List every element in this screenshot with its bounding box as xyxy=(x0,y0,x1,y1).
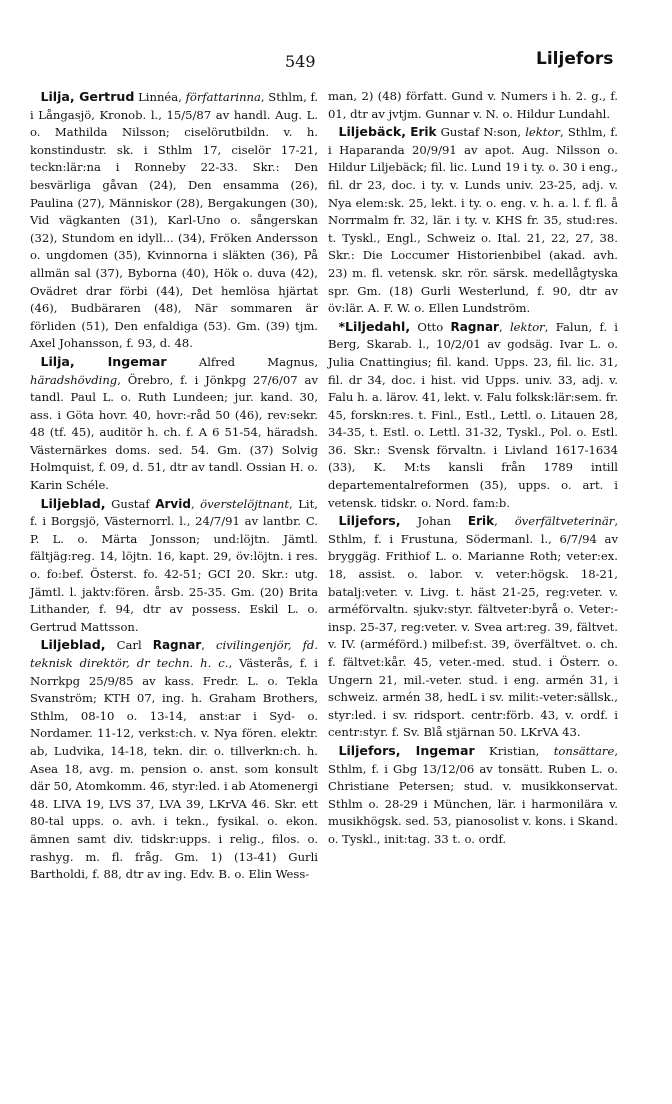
entry-call-name: Erik xyxy=(467,514,495,529)
entry-liljefors-erik xyxy=(328,512,618,742)
entry-given-names: Kristian, xyxy=(474,743,554,758)
entry-occupation: lektor xyxy=(509,319,545,334)
entry-call-name: Ragnar xyxy=(152,638,202,653)
entry-given-after: , xyxy=(190,496,201,511)
entry-call-name: Ragnar xyxy=(450,319,499,334)
entry-headword: Lilja, Ingemar xyxy=(40,353,167,369)
entry-given-after: , xyxy=(494,514,515,529)
entry-given-after: Gustaf N:son, xyxy=(436,125,526,140)
entry-given-names: Alfred Magnus, xyxy=(166,354,319,369)
entry-headword: Liljeblad, xyxy=(40,637,106,653)
entry-occupation: civilingenjör, fd. teknisk direktör, dr techn. h. c. xyxy=(30,638,319,670)
entry-continuation: man, 2) (48) författ. Gund v. Numers i h. 2. g., f. 01, dtr av jvtjm. Gunnar v. N. o. Hildur Lundahl. xyxy=(328,89,618,121)
entry-headword: Liljefors, xyxy=(338,513,401,529)
entry-given-names: Otto xyxy=(410,319,451,334)
entry-text: , Lit, f. i Borgsjö, Västernorrl. l., 24/7/91 av lantbr. C. P. L. o. Märta Jonsson; und:löjtn. Jämtl. fältjäg:reg. 14, löjtn. 16, kapt. 29, öv:löjtn. i res. o. fo:bef. Österst. fo. 42-51; GCI 20. Skr.: utg. Jämtl. l. jaktv:fören. årsb. 25-35. Gm. (20) Brita Lithander, f. 94, dtr av possess. Eskil L. o. Gertrud Mattsson. xyxy=(30,496,318,634)
entry-text: , Örebro, f. i Jönkpg 27/6/07 av tandl. Paul L. o. Ruth Lundeen; jur. kand. 30, ass. i Göta hovr. 40, hovr:-råd 50 (46), rev:sekr. 48 (tf. 45), auditör h. ch. f. A 6 51-54, häradsh. Västernärkes doms. sed. 54. Gm. (37) Solvig Holmquist, f. 09, d. 51, dtr av tandl. Ossian H. o. Karin Schéle. xyxy=(30,372,318,493)
right-column xyxy=(328,88,618,849)
entry-text: , Sthlm, f. i Gbg 13/12/06 av tonsätt. Ruben L. o. Christiane Petersen; stud. v. musikkonservat. Sthlm o. 28-29 i München, lär. i harmonilära v. musikhögsk. sed. 53, pianosolist v. kons. i Skand. o. Tyskl., init:tag. 33 t. o. ordf. xyxy=(328,743,619,846)
entry-headword: Liljebäck, xyxy=(338,124,407,140)
running-head: Liljefors xyxy=(536,49,614,69)
entry-liljeback-erik xyxy=(328,123,618,318)
entry-headword: Liljeblad, xyxy=(40,495,106,511)
entry-call-name: Erik xyxy=(410,125,437,140)
entry-occupation: överfältveterinär xyxy=(514,514,615,529)
entry-call-name: Arvid xyxy=(155,496,191,511)
entry-headword: Lilja, Gertrud xyxy=(40,89,135,104)
entry-text: , Falun, f. i Berg, Skarab. l., 10/2/01 av godsäg. Ivar L. o. Julia Cnattingius; fil. kand. Upps. 23, fil. lic. 31, fil. dr 34, doc. i hist. vid Upps. univ. 33, adj. v. Falu h. a. lärov. 41, lekt. v. Falu folksk:lär:sem. fr. 45, forskn:res. t. Finl., Estl., Lettl. o. Litauen 28, 34-35, t. Estl. o. Lettl. 31-32, Tyskl., Pol. o. Estl. 36. Skr.: Svensk förvaltn. i Livland 1617-1634 (33), K. M:ts kansli från 1789 intill departementalreformen (35), upps. o. art. i vetensk. tidskr. o. Nord. fam:b. xyxy=(328,319,619,510)
entry-text: , Västerås, f. i Norrkpg 25/9/85 av kass. Fredr. L. o. Tekla Svanström; KTH 07, ing. h. Graham Brothers, Sthlm, 08-10 o. 13-14, anst:ar i Syd- o. Nordamer. 11-12, verkst:ch. v. Nya fören. elektr. ab, Ludvika, 14-18, tekn. dir. o. tillverkn:ch. h. Asea 18, avg. m. pension o. anst. som konsult där 50, Atomkomm. 46, styr:led. i ab Atomenergi 48. LIVA 19, LVS 37, LVA 39, LKrVA 46. Skr. ett 80-tal upps. o. avh. i tekn., fysikal. o. ekon. ämnen samt div. tidskr:upps. i relig., filos. o. rashyg. m. fl. fråg. Gm. 1) (13-41) Gurli Bartholdi, f. 88, dtr av ing. Edv. B. o. Elin Wess- xyxy=(30,656,319,882)
entry-headword: *Liljedahl, xyxy=(338,318,411,334)
entry-headword: Liljefors, Ingemar xyxy=(338,742,475,758)
entry-given-after: , xyxy=(498,319,510,334)
entry-occupation: lektor xyxy=(525,125,560,140)
entry-liljedahl-ragnar xyxy=(328,318,618,513)
entry-occupation: överstelöjtnant xyxy=(200,496,290,511)
entry-lilja-gertrud xyxy=(30,88,318,353)
left-column xyxy=(30,88,318,884)
page-number: 549 xyxy=(285,52,316,71)
entry-given-names: Linnéa, xyxy=(134,90,186,104)
entry-occupation: häradshövding xyxy=(30,372,118,387)
entry-given-names: Carl xyxy=(105,638,153,653)
entry-given-after: , xyxy=(201,638,216,653)
entry-text: , Sthlm, f. i Haparanda 20/9/91 av apot. Aug. Nilsson o. Hildur Liljebäck; fil. lic. Lund 19 i ty. o. 30 i eng., fil. dr 23, doc. i ty. v. Lunds univ. 23-25, adj. v. Nya elem:sk. 25, lekt. i ty. o. eng. v. h. a. l. f. fl. å Norrmalm fr. 32, lär. i ty. v. KHS fr. 35, stud:res. t. Tyskl., Engl., Schweiz o. Ital. 21, 22, 27, 38. Skr.: Die Loccumer Historienbibel (akad. avh. 23) m. fl. vetensk. skr. rör. särsk. medellågtyska spr. Gm. (18) Gurli Westerlund, f. 90, dtr av öv:lär. A. F. W. o. Ellen Lundström. xyxy=(328,125,618,316)
entry-lilja-ingemar xyxy=(30,353,318,495)
entry-given-names: Gustaf xyxy=(105,496,156,511)
entry-liljeblad-arvid xyxy=(30,495,318,637)
entry-given-names: Johan xyxy=(400,514,468,529)
entry-text: , Sthlm, f. i Långasjö, Kronob. l., 15/5/87 av handl. Aug. L. o. Mathilda Nilsson; ciselörutbildn. v. h. konstindustr. sk. i Sthlm 17, ciselör 17-21, teckn:lär:na i Ronneby 22-33. Skr.: Den besvärliga gåvan (24), Den ensamma (26), Paulina (27), Människor (28), Bergakungen (30), Vid vägkanten (31), Karl-Uno o. sångerskan (32), Stundom en idyll... (34), Fröken Andersson o. ungdomen (35), Kvinnorna i släkten (36), På allmän sal (37), Byborna (40), Hök o. duva (42), Ovädret drar förbi (44), Det hemlösa hjärtat (46), Budbäraren (48), När sommaren är förliden (51), Den enfaldiga (53). Gm. (39) tjm. Axel Johansson, f. 93, d. 48. xyxy=(30,90,319,351)
entry-text: , Sthlm, f. i Frustuna, Södermanl. l., 6/7/94 av bryggäg. Frithiof L. o. Marianne Roth; veter:ex. 18, assist. o. labor. v. veter:högsk. 18-21, batalj:veter. v. Livg. t. häst 21-25, reg:veter. v. arméförvaltn. sjukv:styr. fältveter:byrå o. Veter:-insp. 25-37, reg:veter. v. Svea art:reg. 39, fältvet. v. IV. (arméförd.) milbef:st. 39, överfältvet. o. ch. f. fältvet:kår. 45, veter.-med. stud. i Österr. o. Ungern 21, mil.-veter. stud. i eng. armén 31, i schweiz. armén 38, hedL i sv. milit:-veter:sällsk., styr:led. i sv. ridsport. centr:förb. 43, v. ordf. i centr:styr. f. Sv. Blå stjärnan 50. LKrVA 43. xyxy=(328,514,618,740)
entry-occupation: författarinna xyxy=(185,90,261,104)
entry-liljefors-ingemar xyxy=(328,742,618,849)
entry-liljeblad-ragnar xyxy=(30,636,318,883)
entry-occupation: tonsättare xyxy=(553,743,615,758)
